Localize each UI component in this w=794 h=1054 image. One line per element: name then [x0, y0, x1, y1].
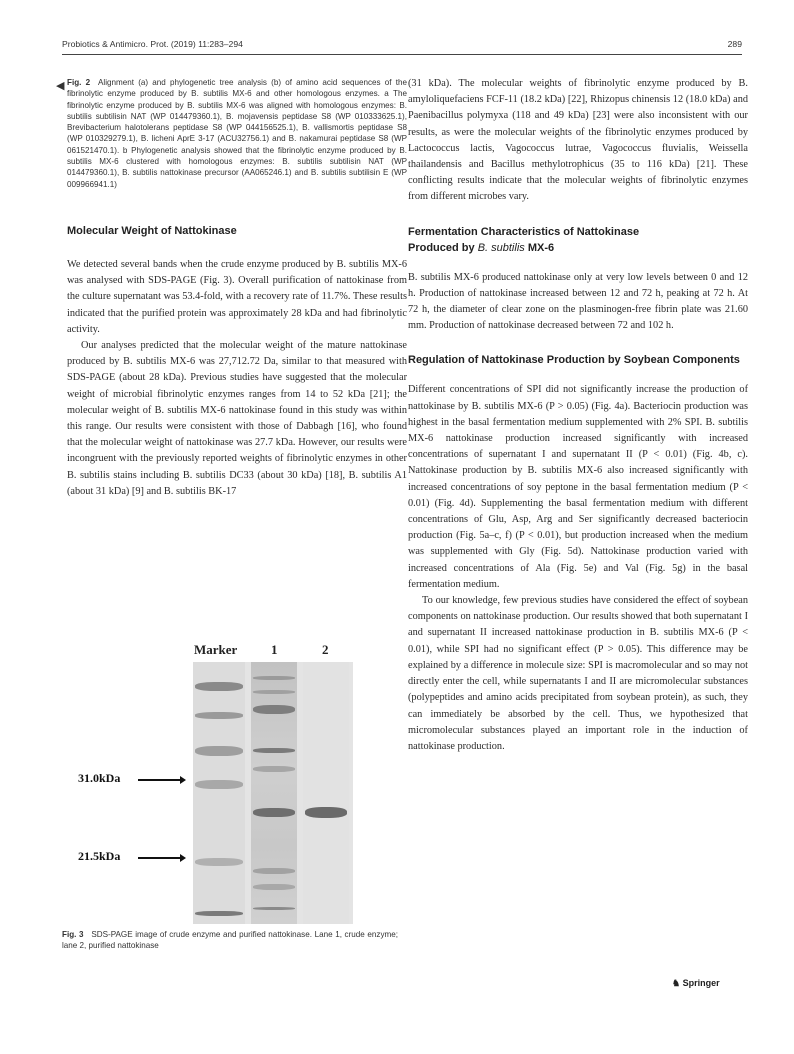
fig3-caption-label: Fig. 3 [62, 930, 84, 939]
marker-21-5kda-label: 21.5kDa [78, 849, 121, 863]
figure-pointer-icon: ◀ [56, 80, 65, 92]
springer-horse-icon: ♞ [672, 978, 681, 988]
publisher-name: Springer [682, 978, 720, 988]
heading-line-2-suffix: MX-6 [524, 241, 555, 254]
marker-lane [193, 662, 245, 924]
left-column [67, 77, 407, 500]
lane-1-crude-enzyme [251, 662, 297, 924]
fig2-caption-text: Alignment (a) and phylogenetic tree analysis (b) of amino acid sequences of the fibrinolytic enzyme produced by B. subtilis MX-6 and other homologous enzymes. a The fibrinolytic enzyme produced by B. subtilis MX-6 was aligned with homologous enzymes: B. subtilis subtilisin NAT (WP 014479360.1), B. mojavensis peptidase S8 (WP 010333625.1), Brevibacterium halotolerans peptidase S8 (WP 044156525.1), B. vallismortis peptidase S8 (WP 010329279.1), B. licheni AprE 3-17 (ACU32756.1) and B. nakamurai peptidase S8 (WP 061521470.1). b Phylogenetic analysis showed that the fibrinolytic enzyme produced by B. subtilis MX-6 clustered with homologous enzymes: B. subtilis subtilisin NAT (WP 014479360.1), B. subtilis nattokinase precursor (AA065246.1) and B. subtilis subtilisin E (WP 009966941.1) [67, 78, 407, 189]
lane-label-2: 2 [322, 642, 329, 657]
fig2-caption-label: Fig. 2 [67, 78, 91, 87]
arrow-right-icon [138, 779, 182, 781]
paragraph: (31 kDa). The molecular weights of fibrinolytic enzyme produced by B. amyloliquefaciens FCF-11 (18.2 kDa) [22], Rhizopus chinensis 12 (18.0 kDa) and Paenibacillus polymyxa (118 and 49 kDa) [23] were also inconsistent with our results, as were the molecular weights of the fibrinolytic enzymes produced by Lactococcus lactis, Vagococcus lutrae, Vagococcus fluvialis, Weissella thailandensis and Bacillus methylotrophicus (35 to 116 kDa) [21]. These conflicting results indicate that the molecular weights of fibrinolytic enzymes from different microbes vary. [408, 78, 748, 203]
arrow-right-icon [138, 857, 182, 859]
heading-species: B. subtilis [477, 241, 525, 254]
paragraph: We detected several bands when the crude enzyme produced by B. subtilis MX-6 was analysed with SDS-PAGE (Fig. 3). Overall purification of nattokinase from the culture supernatant was 53.4-fold, with a recovery rate of 11.7%. These results indicated that the purified protein was approximately 28 kDa and had fibrinolytic activity. [67, 258, 407, 335]
publisher-logo [672, 978, 720, 989]
lane-label-1: 1 [271, 642, 278, 657]
gel-image [193, 662, 353, 924]
fig2-caption [67, 77, 407, 190]
heading-line-2-prefix: Produced by [408, 241, 478, 254]
paragraph: Our analyses predicted that the molecular weight of the mature nattokinase produced by B. subtilis MX-6 was 27,712.72 Da, similar to that measured with SDS-PAGE (about 28 kDa). Previous studies have suggested that the molecular weight of microbial fibrinolytic enzymes ranges from 14 to 52 kDa [21]; the molecular weight of B. subtilis MX-6 nattokinase found in this study was within this range. Our results were consistent with those of Dabbagh [16], who found that the molecular weight of nattokinase was 27.7 kDa. However, our results were incongruent with the previously reported weights of fibrinolytic enzymes in other B. subtilis stains including B. subtilis DC33 (about 30 kDa) [18], B. subtilis A1 (about 31 kDa) [9] and B. subtilis BK-17 [67, 339, 407, 497]
running-header [62, 38, 742, 55]
fig3-gel-figure [68, 640, 368, 930]
lane-2-purified-nattokinase [303, 662, 349, 924]
fig3-caption-text: SDS-PAGE image of crude enzyme and purified nattokinase. Lane 1, crude enzyme; lane 2, purified nattokinase [62, 930, 398, 951]
paragraph: B. subtilis MX-6 produced nattokinase only at very low levels between 0 and 12 h. Production of nattokinase increased between 12 and 72 h, peaking at 72 h. At 72 h, the diameter of clear zone on the plasminogen-free fibrin plate was 21.60 mm. Production of nattokinase decreased between 72 and 102 h. [408, 271, 748, 332]
lane-label-marker: Marker [194, 642, 238, 657]
paragraph: To our knowledge, few previous studies have considered the effect of soybean components on nattokinase production. Our results showed that both supernatant I and supernatant II increased nattokinase production in B. subtilis MX-6 (P < 0.01), while SPI had no significant effect (P > 0.05). This difference may be explained by a difference in molecule size: SPI is macromolecular and so may not directly enter the cell, while supernatants I and II are micromolecular substances (polypeptides and amino acids precipitated from soybean protein), as such, they can immediately be absorbed by the cell. Thus, we hypothesized that micromolecular substances played an important role in the induction of nattokinase production. [408, 595, 748, 752]
section-heading-fermentation [408, 224, 748, 256]
fig3-caption [62, 929, 398, 952]
paragraph: Different concentrations of SPI did not significantly increase the production of nattokinase by B. subtilis MX-6 (P > 0.05) (Fig. 4a). Bacteriocin production was highest in the basal fermentation medium supplemented with 2% SPI. B. subtilis MX-6 nattokinase production increased significantly with increased concentrations of supernatant I and supernatant II (P < 0.01) (Fig. 4b, c). Nattokinase production by B. subtilis MX-6 also increased significantly with increased concentrations of soy peptone in the basal fermentation medium (P < 0.01) (Fig. 4d). Supplementing the basal fermentation medium with different concentrations of Glu, Asp, Arg and Ser significantly decreased bacteriocin production (Fig. 5a–c, f) (P < 0.01), but production increased when the medium was supplemented with Gly (Fig. 5d). Nattokinase production varied with increased concentrations of Ala (Fig. 5e) and Val (Fig. 5g) in the basal fermentation medium. [408, 384, 748, 590]
marker-31kda-label: 31.0kDa [78, 771, 121, 785]
section-heading-molecular-weight: Molecular Weight of Nattokinase [67, 224, 237, 237]
section-heading-regulation: Regulation of Nattokinase Production by Soybean Components [408, 354, 740, 367]
journal-citation: Probiotics & Antimicro. Prot. (2019) 11:283–294 [62, 39, 243, 49]
right-column [408, 76, 748, 755]
heading-line-1: Fermentation Characteristics of Nattokinase [408, 225, 640, 238]
page-number: 289 [727, 39, 742, 49]
